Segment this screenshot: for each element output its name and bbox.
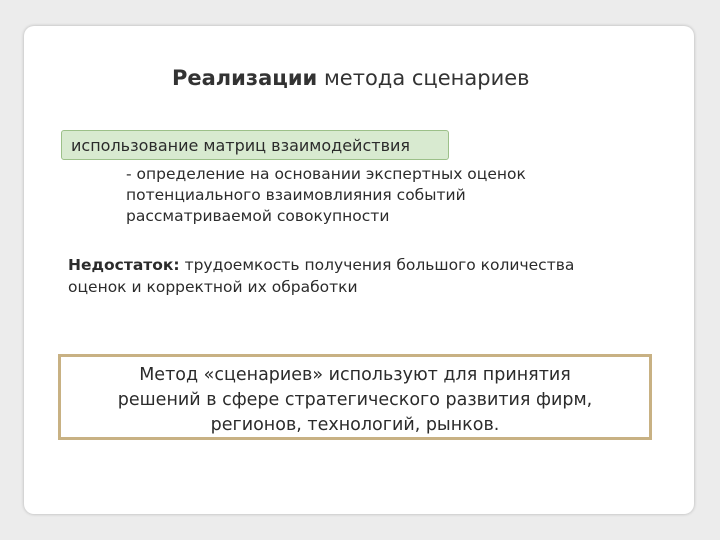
slide-title-bold: Реализации xyxy=(172,66,318,90)
highlight-box: использование матриц взаимодействия xyxy=(61,130,449,160)
slide-title-rest: метода сценариев xyxy=(323,66,530,90)
slide xyxy=(24,26,694,514)
description-text: - определение на основании экспертных оценок потенциального взаимовлияния событий рассматриваемой совокупности xyxy=(126,165,526,225)
drawback-label: Недостаток: xyxy=(68,256,180,274)
slide-title xyxy=(172,66,530,90)
drawback-paragraph xyxy=(68,254,668,298)
drawback-text: трудоемкость получения большого количества оценок и корректной их обработки xyxy=(68,256,575,296)
conclusion-box: Метод «сценариев» используют для принятия решений в сфере стратегического развития фирм, регионов, технологий, рынков. xyxy=(58,354,652,440)
